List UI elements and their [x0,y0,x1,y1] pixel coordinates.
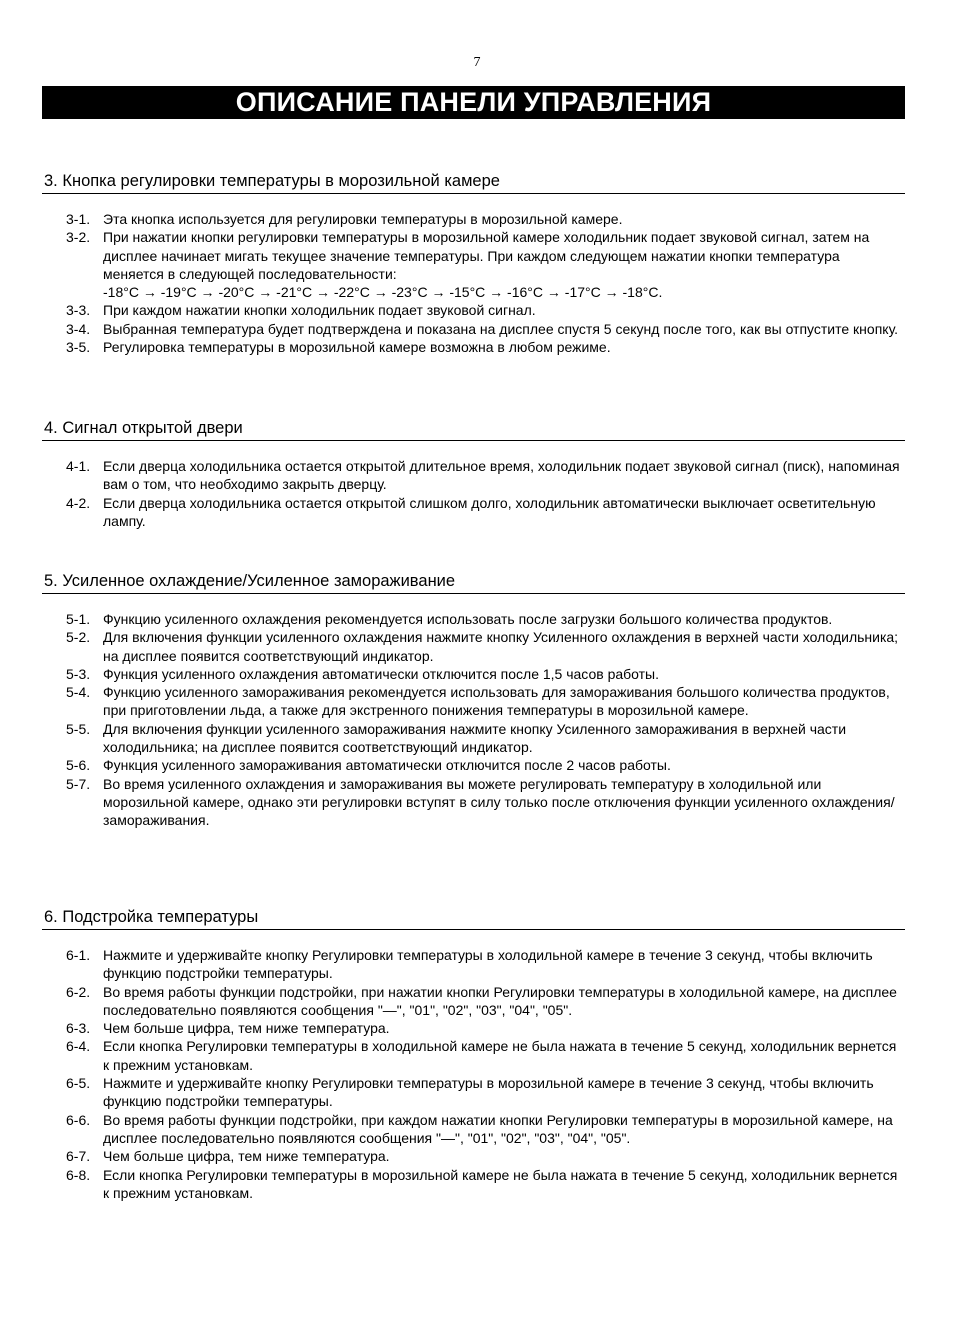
item-number: 5-5. [66,720,91,737]
item-number: 5-7. [66,775,91,792]
temperature-sequence: -18°C → -19°C → -20°C → -21°C → -22°C → -23°C → -15°C → -16°C → -17°C → -18°C. [103,284,663,301]
item-list [42,610,905,830]
item-number: 5-6. [66,757,91,774]
item-text: Регулировка температуры в морозильной камере возможна в любом режиме. [103,339,611,356]
section-heading: 6. Подстройка температуры [42,907,905,930]
list-item [42,720,905,757]
page-title: ОПИСАНИЕ ПАНЕЛИ УПРАВЛЕНИЯ [42,86,905,119]
list-item [42,1019,905,1037]
item-text: Если кнопка Регулировки температуры в морозильной камере не была нажата в течение 5 секунд, холодильник вернется к прежним установкам. [103,1166,898,1201]
item-text: Во время работы функции подстройки, при каждом нажатии кнопки Регулировки температуры в морозильной камере, на дисплее последовательно появляются сообщения "—", "01", "02", "03", "04", "05". [103,1111,893,1146]
item-number: 5-1. [66,611,91,627]
list-item [42,301,905,319]
list-item [42,338,905,356]
item-text: Чем больше цифра, тем ниже температура. [103,1148,390,1165]
list-item [42,628,905,665]
list-item [42,946,905,983]
item-text: Выбранная температура будет подтверждена и показана на дисплее спустя 5 секунд после того, как вы отпустите кнопку. [103,320,899,337]
list-item [42,775,905,830]
list-item [42,1166,905,1203]
item-text: Нажмите и удерживайте кнопку Регулировки температуры в морозильной камере в течение 3 секунд, чтобы включить функцию подстройки температуры. [103,1075,874,1110]
list-item [42,983,905,1020]
item-number: 6-1. [66,947,91,963]
list-item [42,1037,905,1074]
section-temperature-fine-tuning [42,907,905,1202]
list-item [42,756,905,774]
item-text: Функция усиленного замораживания автоматически отключится после 2 часов работы. [103,757,671,774]
list-item [42,683,905,720]
item-list [42,210,905,356]
item-number: 5-2. [66,629,91,646]
section-heading: 5. Усиленное охлаждение/Усиленное замораживание [42,571,905,594]
item-text: Функцию усиленного замораживания рекомендуется использовать для замораживания большого количества продуктов, при приготовлении льда, а также для экстренного понижения температуры в морозильной камере. [103,684,890,719]
item-text: При нажатии кнопки регулировки температуры в морозильной камере холодильник подает звуковой сигнал, затем на дисплее начинает мигать текущее значение температуры. При каждом следующем нажатии кнопки температура меняется в следующей последовательности: [103,229,870,282]
item-text: Функцию усиленного охлаждения рекомендуется использовать после загрузки большого количества продуктов. [103,611,833,627]
item-number: 3-2. [66,229,91,246]
item-number: 6-6. [66,1111,91,1128]
item-number: 6-8. [66,1166,91,1183]
list-item [42,665,905,683]
item-number: 3-5. [66,339,91,356]
item-list [42,946,905,1202]
item-text: При каждом нажатии кнопки холодильник подает звуковой сигнал. [103,302,536,319]
item-text: Нажмите и удерживайте кнопку Регулировки температуры в холодильной камере в течение 3 секунд, чтобы включить функцию подстройки температуры. [103,947,873,982]
item-number: 6-7. [66,1148,91,1165]
item-text: Для включения функции усиленного замораживания нажмите кнопку Усиленного замораживания в верхней части холодильника; на дисплее появится соответствующий индикатор. [103,720,847,756]
item-text: Функция усиленного охлаждения автоматически отключится после 1,5 часов работы. [103,665,660,682]
item-number: 3-1. [66,211,91,227]
item-number: 4-2. [66,494,91,511]
section-power-cool-power-freeze [42,571,905,830]
section-freezer-temperature-button [42,171,905,356]
section-heading: 3. Кнопка регулировки температуры в морозильной камере [42,171,905,194]
section-door-open-alarm [42,418,905,530]
item-text-block [103,228,905,301]
section-heading: 4. Сигнал открытой двери [42,418,905,441]
list-item [42,1111,905,1148]
page-number: 7 [473,55,481,70]
list-item [42,228,905,301]
item-number: 6-5. [66,1075,91,1092]
item-text: Эта кнопка используется для регулировки температуры в морозильной камере. [103,211,623,227]
list-item [42,1147,905,1165]
item-number: 3-4. [66,320,91,337]
list-item [42,320,905,338]
item-number: 3-3. [66,302,91,319]
item-number: 6-3. [66,1020,91,1037]
item-number: 5-4. [66,684,91,701]
item-number: 6-4. [66,1038,91,1055]
list-item [42,457,905,494]
item-text: Для включения функции усиленного охлаждения нажмите кнопку Усиленного охлаждения в верхней части холодильника; на дисплее появится соответствующий индикатор. [103,629,899,664]
item-number: 6-2. [66,983,91,1000]
list-item [42,210,905,228]
list-item [42,1074,905,1111]
list-item [42,494,905,531]
item-list [42,457,905,530]
item-text: Во время работы функции подстройки, при нажатии кнопки Регулировки температуры в холодильной камере, на дисплее последовательно появляются сообщения "—", "01", "02", "03", "04", "05". [103,983,897,1018]
item-number: 5-3. [66,665,91,682]
item-text: Если кнопка Регулировки температуры в холодильной камере не была нажата в течение 5 секунд, холодильник вернется к прежним установкам. [103,1038,897,1073]
list-item [42,610,905,628]
item-text: Если дверца холодильника остается открытой слишком долго, холодильник автоматически выключает осветительную лампу. [103,494,876,529]
item-text: Если дверца холодильника остается открытой длительное время, холодильник подает звуковой сигнал (писк), напоминая вам о том, что необходимо закрыть дверцу. [103,458,900,493]
item-text: Во время усиленного охлаждения и замораживания вы можете регулировать температуру в холодильной или морозильной камере, однако эти регулировки вступят в силу только после отключения функции усиленного охлаждения/замораживания. [103,775,895,829]
item-number: 4-1. [66,458,91,474]
item-text: Чем больше цифра, тем ниже температура. [103,1020,390,1037]
